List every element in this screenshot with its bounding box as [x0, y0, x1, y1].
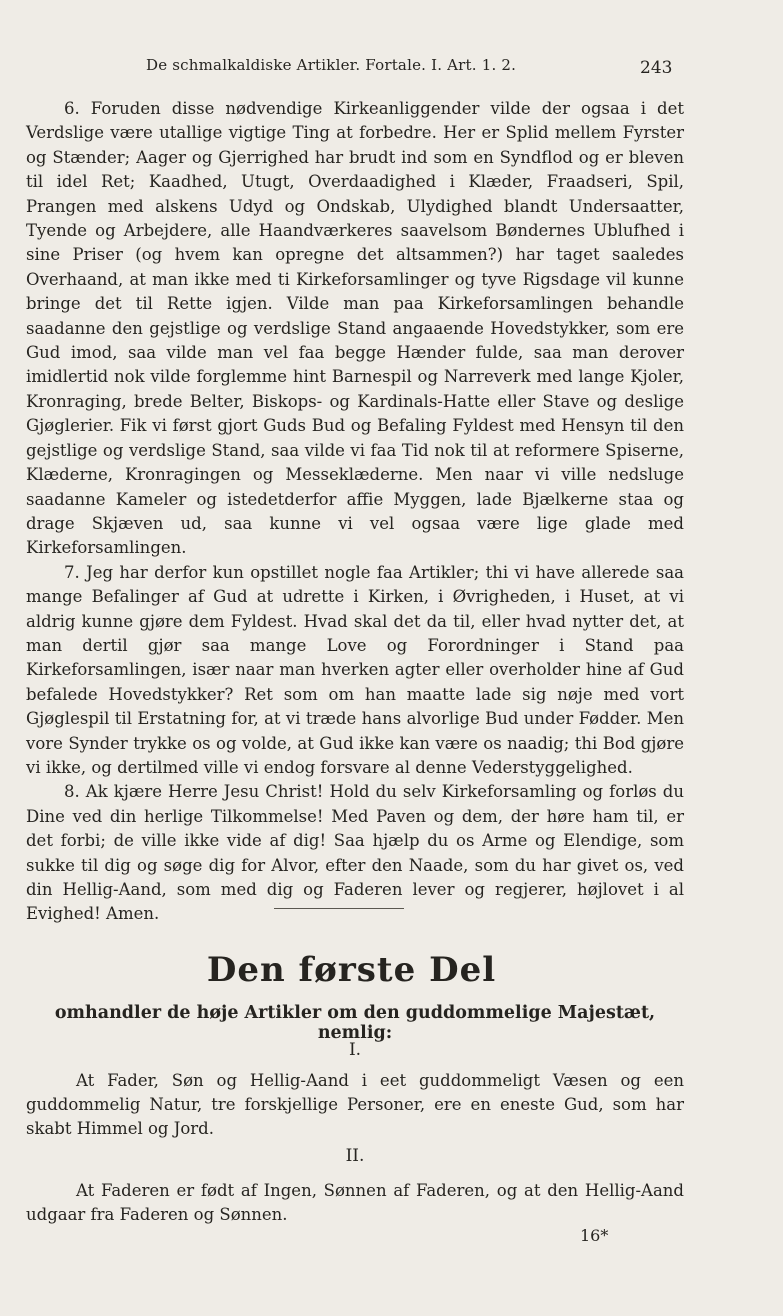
section-divider — [274, 908, 404, 909]
paragraph-6: 6. Foruden disse nødvendige Kirkeanliggender vilde der ogsaa i det Verdslige være utallige vigtige Ting at forbedre. Her er Splid mellem Fyrster og Stænder; Aager og Gjerrighed har brudt ind som en Syndflod og er bleven til idel Ret; Kaadhed, Utugt, Overdaadighed i Klæder, Fraadseri, Spil, Prangen med alskens Udyd og Ondskab, Ulydighed blandt Undersaatter, Tyende og Arbejdere, alle Haandværkeres saavelsom Bøndernes Ublufhed i sine Priser (og hvem kan opregne det altsammen?) har taget saaledes Overhaand, at man ikke med ti Kirkeforsamlinger og tyve Rigsdage vil kunne bringe det til Rette igjen. Vilde man paa Kirkeforsamlingen behandle saadanne den gejstlige og verdslige Stand angaaende Hovedstykker, som ere Gud imod, saa vilde man vel faa begge Hænder fulde, saa man derover imidlertid nok vilde forglemme hint Barnespil og Narreverk med lange Kjoler, Kronraging, brede Belter, Biskops- og Kardinals-Hatte eller Stave og deslige Gjøglerier. Fik vi først gjort Guds Bud og Befaling Fyldest med Hensyn til den gejstlige og verdslige Stand, saa vilde vi faa Tid nok til at reformere Spiserne, Klæderne, Kronragingen og Messeklæderne. Men naar vi ville nedsluge saadanne Kameler og istedetderfor affie Myggen, lade Bjælkerne staa og drage Skjæven ud, saa kunne vi vel ogsaa være lige glade med Kirkeforsamlingen. — [26, 99, 684, 558]
printer-signature: 16* — [580, 1226, 609, 1245]
part-title: Den første Del — [206, 950, 497, 990]
article-numeral-2: II. — [345, 1146, 365, 1166]
article-numeral-1: I. — [348, 1040, 362, 1060]
article-2 — [26, 1179, 684, 1227]
running-header: De schmalkaldiske Artikler. Fortale. I. Art. 1. 2. — [146, 56, 517, 74]
paragraph-7: 7. Jeg har derfor kun opstillet nogle faa Artikler; thi vi have allerede saa mange Befalinger af Gud at udrette i Kirken, i Øvrigheden, i Huset, at vi aldrig kunne gjøre dem Fyldest. Hvad skal det da til, eller hvad nytter det, at man dertil gjør saa mange Love og Forordninger i Stand paa Kirkeforsamlingen, især naar man hverken agter eller overholder hine af Gud befalede Hovedstykker? Ret som om han maatte lade sig nøje med vort Gjøglespil til Erstatning for, at vi træde hans alvorlige Bud under Fødder. Men vore Synder trykke os og volde, at Gud ikke kan være os naadig; thi Bod gjøre vi ikke, og dertilmed ville vi endog forsvare al denne Vederstyggelighed. — [26, 562, 684, 777]
part-subtitle: omhandler de høje Artikler om den guddommelige Majestæt, nemlig: — [54, 1003, 656, 1043]
article-2-text: At Faderen er født af Ingen, Sønnen af Faderen, og at den Hellig-Aand udgaar fra Faderen og Sønnen. — [26, 1181, 684, 1224]
paragraph-8: 8. Ak kjære Herre Jesu Christ! Hold du selv Kirkeforsamling og forløs du Dine ved din herlige Tilkommelse! Med Paven og dem, der høre ham til, er det forbi; de ville ikke vide af dig! Saa hjælp du os Arme og Elendige, som sukke til dig og søge dig for Alvor, efter den Naade, som du har givet os, ved din Hellig-Aand, som med dig og Faderen lever og regjerer, højlovet i al Evighed! Amen. — [26, 782, 684, 924]
article-1 — [26, 1069, 684, 1141]
body-text — [26, 97, 684, 927]
page-number: 243 — [640, 58, 673, 78]
article-1-text: At Fader, Søn og Hellig-Aand i eet guddommeligt Væsen og een guddommelig Natur, tre forskjellige Personer, ere en eneste Gud, som har skabt Himmel og Jord. — [26, 1071, 684, 1138]
